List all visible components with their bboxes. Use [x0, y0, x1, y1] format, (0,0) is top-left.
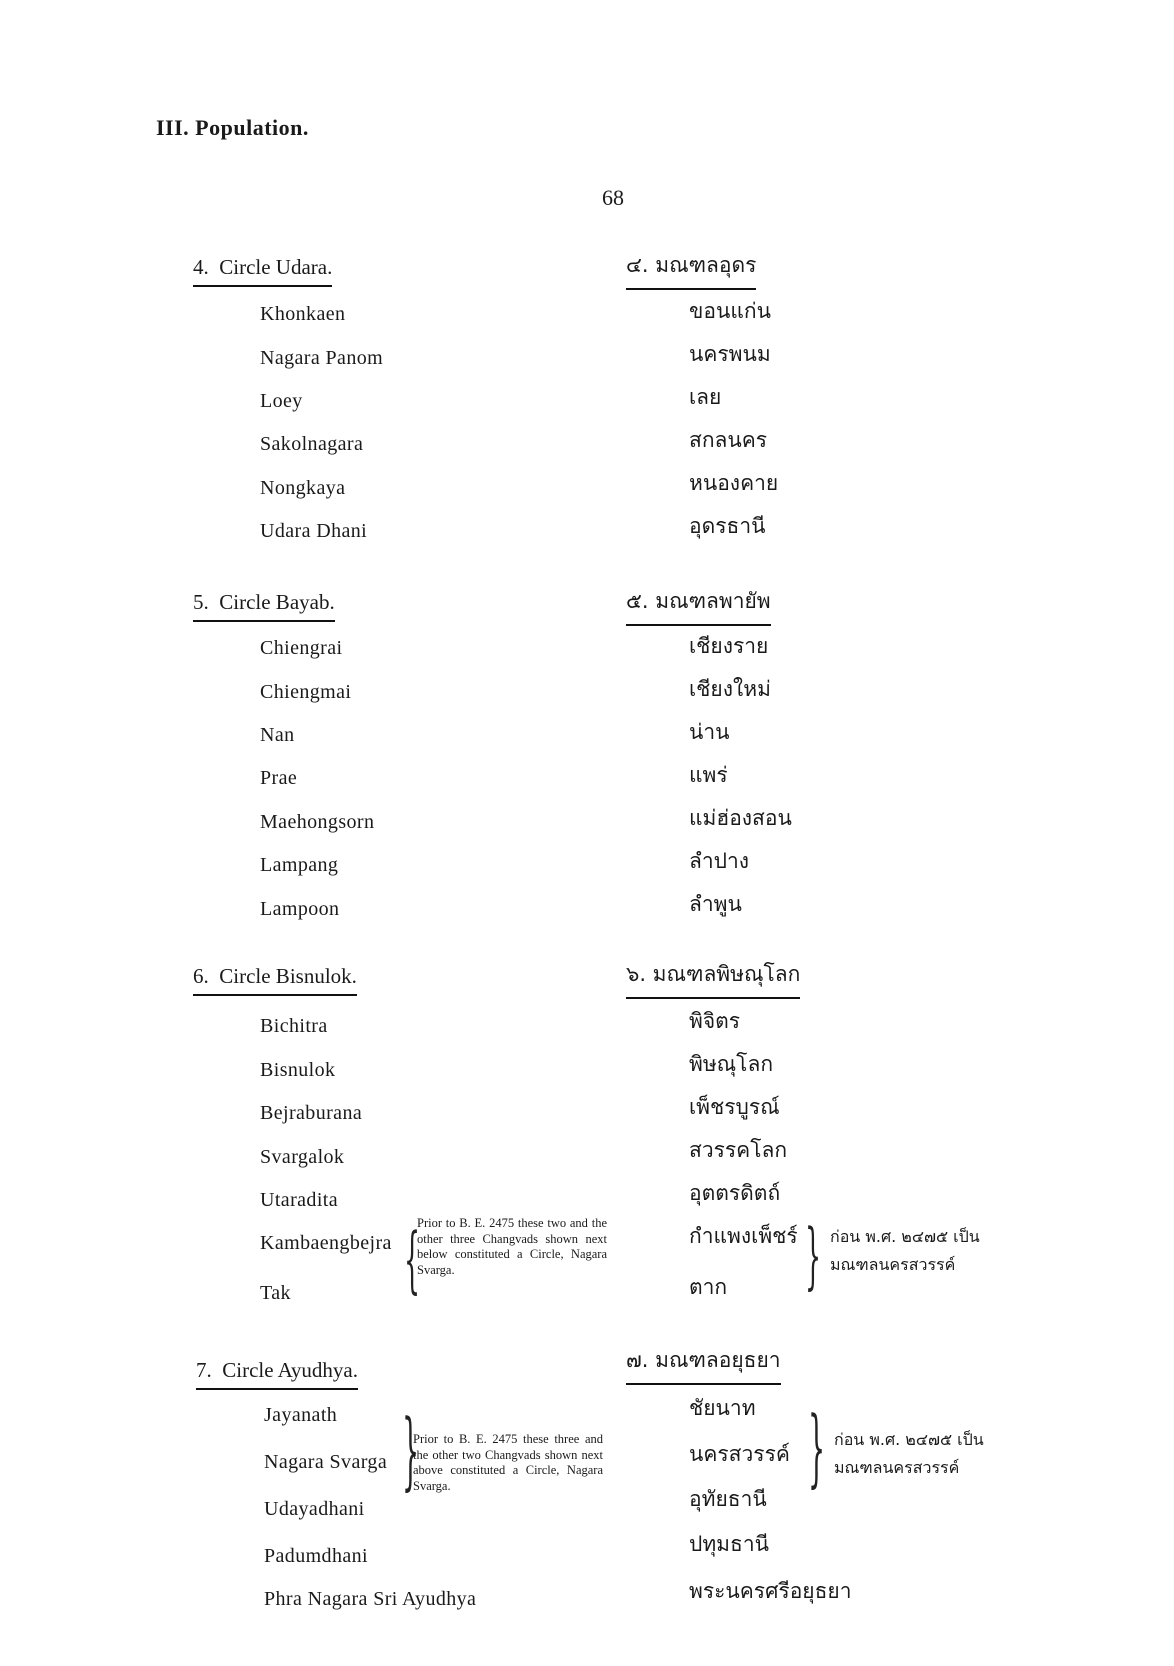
list-item: เพ็ชรบูรณ์ [689, 1095, 780, 1119]
circle-6-thai-heading [626, 958, 800, 991]
circle-7-heading [196, 1358, 358, 1383]
list-item: แม่ฮ่องสอน [689, 806, 792, 830]
list-item: สกลนคร [689, 428, 768, 452]
note-brace-left: { [404, 1217, 421, 1301]
circle-5-heading-text: 5. Circle Bayab. [193, 590, 335, 614]
note-brace-right: } [805, 1213, 822, 1297]
circle-7-thai-heading-text: ๗. มณฑลอยุธยา [626, 1348, 781, 1372]
circle-7-thai-note: ก่อน พ.ศ. ๒๔๗๕ เป็น มณฑลนครสวรรค์ [834, 1430, 984, 1477]
list-item: ลำปาง [689, 849, 750, 873]
list-item: Udayadhani [264, 1498, 365, 1520]
circle-4-heading-text: 4. Circle Udara. [193, 255, 333, 279]
list-item: Udara Dhani [260, 520, 368, 542]
list-item: ลำพูน [689, 892, 742, 916]
heading-underline [626, 997, 800, 999]
list-item: Chiengrai [260, 637, 343, 659]
list-item: Tak [260, 1282, 291, 1304]
circle-7-note: Prior to B. E. 2475 these three and the other two Changvads shown next above constituted a Circle, Nagara Svarga. [413, 1432, 603, 1493]
list-item: Bichitra [260, 1015, 328, 1037]
heading-underline [196, 1388, 358, 1390]
list-item: พิจิตร [689, 1009, 741, 1033]
list-item: เชียงราย [689, 634, 769, 658]
heading-underline [626, 288, 756, 290]
circle-6-thai-heading-text: ๖. มณฑลพิษณุโลก [626, 962, 801, 986]
section-title: III. Population. [156, 115, 309, 140]
list-item: ตาก [689, 1275, 728, 1299]
heading-underline [626, 1383, 781, 1385]
heading-underline [626, 624, 771, 626]
list-item: Chiengmai [260, 681, 352, 703]
list-item: Svargalok [260, 1146, 345, 1168]
list-item: อุตตรดิตถ์ [689, 1181, 781, 1205]
circle-5-thai-heading-text: ๕. มณฑลพายัพ [626, 589, 771, 613]
list-item: นครพนม [689, 342, 771, 366]
list-item: ปทุมธานี [689, 1532, 769, 1556]
heading-underline [193, 285, 332, 287]
list-item: Sakolnagara [260, 433, 364, 455]
circle-5-thai-heading [626, 585, 771, 618]
list-item: Padumdhani [264, 1545, 368, 1567]
list-item: ขอนแก่น [689, 299, 771, 323]
list-item: Kambaengbejra [260, 1232, 392, 1254]
list-item: Bisnulok [260, 1059, 336, 1081]
list-item: นครสวรรค์ [689, 1442, 790, 1466]
heading-underline [193, 994, 357, 996]
list-item: พระนครศรีอยุธยา [689, 1579, 852, 1603]
note-brace-left: } [402, 1401, 420, 1499]
list-item: กำแพงเพ็ชร์ [689, 1224, 798, 1248]
heading-underline [193, 620, 335, 622]
circle-6-note: Prior to B. E. 2475 these two and the other three Changvads shown next below constituted a Circle, Nagara Svarga. [417, 1216, 607, 1277]
list-item: พิษณุโลก [689, 1052, 774, 1076]
list-item: แพร่ [689, 763, 728, 787]
circle-4-heading [193, 255, 332, 280]
circle-7-thai-heading [626, 1344, 781, 1377]
list-item: Lampoon [260, 898, 340, 920]
list-item: Phra Nagara Sri Ayudhya [264, 1588, 477, 1610]
list-item: Lampang [260, 854, 339, 876]
list-item: น่าน [689, 720, 730, 744]
list-item: เชียงใหม่ [689, 677, 771, 701]
list-item: Nagara Svarga [264, 1451, 388, 1473]
circle-6-heading [193, 964, 357, 989]
list-item: Nan [260, 724, 295, 746]
list-item: Khonkaen [260, 303, 346, 325]
list-item: เลย [689, 385, 722, 409]
list-item: Nagara Panom [260, 347, 384, 369]
list-item: อุดรธานี [689, 514, 766, 538]
note-brace-right: } [808, 1398, 826, 1496]
list-item: Bejraburana [260, 1102, 363, 1124]
circle-6-heading-text: 6. Circle Bisnulok. [193, 964, 357, 988]
circle-5-heading [193, 590, 335, 615]
list-item: Nongkaya [260, 477, 346, 499]
list-item: Utaradita [260, 1189, 339, 1211]
list-item: หนองคาย [689, 471, 779, 495]
circle-4-thai-heading-text: ๔. มณฑลอุดร [626, 253, 757, 277]
list-item: Jayanath [264, 1404, 338, 1426]
circle-7-heading-text: 7. Circle Ayudhya. [196, 1358, 358, 1382]
circle-4-thai-heading [626, 249, 756, 282]
list-item: Prae [260, 767, 298, 789]
circle-6-thai-note: ก่อน พ.ศ. ๒๔๗๕ เป็น มณฑลนครสวรรค์ [830, 1227, 980, 1274]
list-item: อุทัยธานี [689, 1487, 767, 1511]
list-item: ชัยนาท [689, 1396, 756, 1420]
list-item: Maehongsorn [260, 811, 375, 833]
page-number: 68 [602, 185, 624, 210]
list-item: Loey [260, 390, 303, 412]
list-item: สวรรคโลก [689, 1138, 788, 1162]
